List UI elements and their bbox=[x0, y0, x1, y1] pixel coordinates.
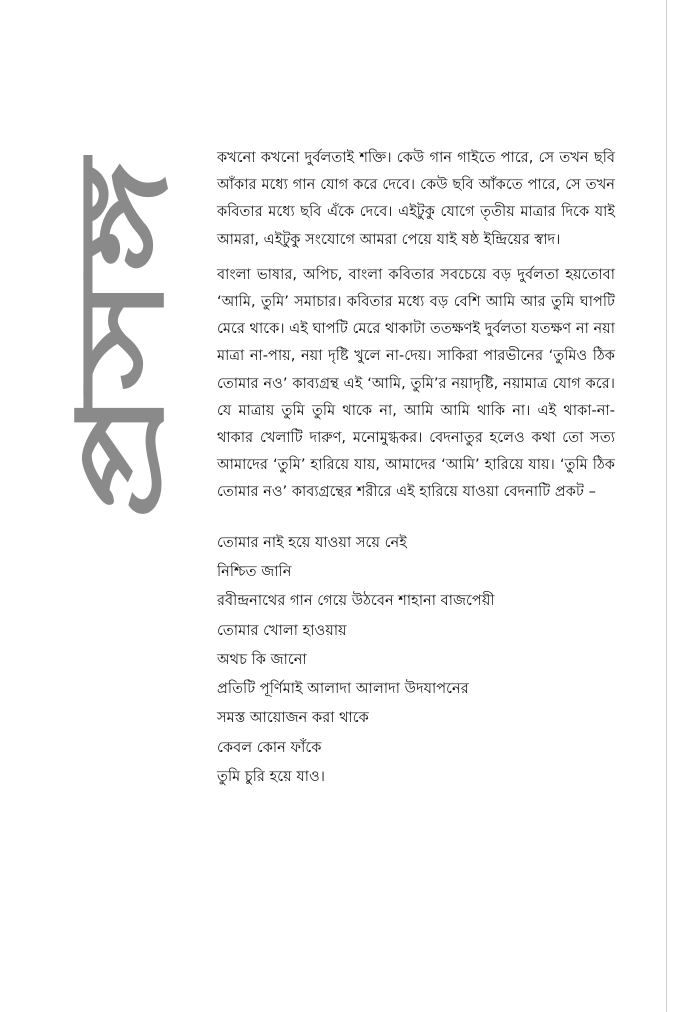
side-title-art bbox=[44, 140, 214, 530]
poem-line: নিশ্চিত জানি bbox=[217, 562, 292, 580]
main-text-column bbox=[217, 144, 615, 791]
prose-paragraph: বাংলা ভাষার, অপিচ, বাংলা কবিতার সবচেয়ে বড় দুর্বলতা হয়তোবা ‘আমি, তুমি’ সমাচার। কবিতার মধ্যে বড় বেশি আমি আর তুমি ঘাপটি মেরে থাকে। এই ঘাপটি মেরে থাকাটা ততক্ষণই দুর্বলতা যতক্ষণ না নয়া মাত্রা না-পায়, নয়া দৃষ্টি খুলে না-দেয়। সাকিরা পারভীনের ‘তুমিও ঠিক তোমার নও’ কাব্যগ্রন্থ এই ‘আমি, তুমি’র নয়াদৃষ্টি, নয়ামাত্র যোগ করে। যে মাত্রায় তুমি তুমি থাকে না, আমি আমি থাকি না। এই থাকা-না-থাকার খেলাটি দারুণ, মনোমুগ্ধকর। বেদনাতুর হলেও কথা তো সত্য আমাদের ‘তুমি’ হারিয়ে যায়, আমাদের ‘আমি’ হারিয়ে যায়। ‘তুমি ঠিক তোমার নও’ কাব্যগ্রন্থের শরীরে এই হারিয়ে যাওয়া বেদনাটি প্রকট – bbox=[217, 265, 615, 501]
prose-section bbox=[217, 144, 615, 506]
poem-line: তুমি চুরি হয়ে যাও। bbox=[217, 768, 325, 786]
poem-quote bbox=[217, 528, 615, 792]
poem-line: অথচ কি জানো bbox=[217, 650, 307, 668]
poem-line: রবীন্দ্রনাথের গান গেয়ে উঠবেন শাহানা বাজপেয়ী bbox=[217, 592, 495, 610]
poem-line: তোমার খোলা হাওয়ায় bbox=[217, 621, 347, 639]
poem-line: তোমার নাই হয়ে যাওয়া সয়ে নেই bbox=[217, 533, 407, 551]
poem-line: কেবল কোন ফাঁকে bbox=[217, 738, 322, 756]
side-title bbox=[44, 140, 214, 530]
prose-paragraph: কখনো কখনো দুর্বলতাই শক্তি। কেউ গান গাইতে পারে, সে তখন ছবি আঁকার মধ্যে গান যোগ করে দেবে। কেউ ছবি আঁকতে পারে, সে তখন কবিতার মধ্যে ছবি এঁকে দেবে। এইটুকু যোগে তৃতীয় মাত্রার দিকে যাই আমরা, এইটুকু সংযোগে আমরা পেয়ে যাই ষষ্ঠ ইন্দ্রিয়ের স্বাদ। bbox=[217, 149, 615, 248]
poem-line: সমস্ত আয়োজন করা থাকে bbox=[217, 709, 369, 727]
side-title-text: প্রসঙ্গ bbox=[52, 275, 190, 520]
page-edge-line bbox=[666, 0, 667, 1012]
poem-line: প্রতিটি পূর্ণিমাই আলাদা আলাদা উদযাপনের bbox=[217, 680, 469, 698]
